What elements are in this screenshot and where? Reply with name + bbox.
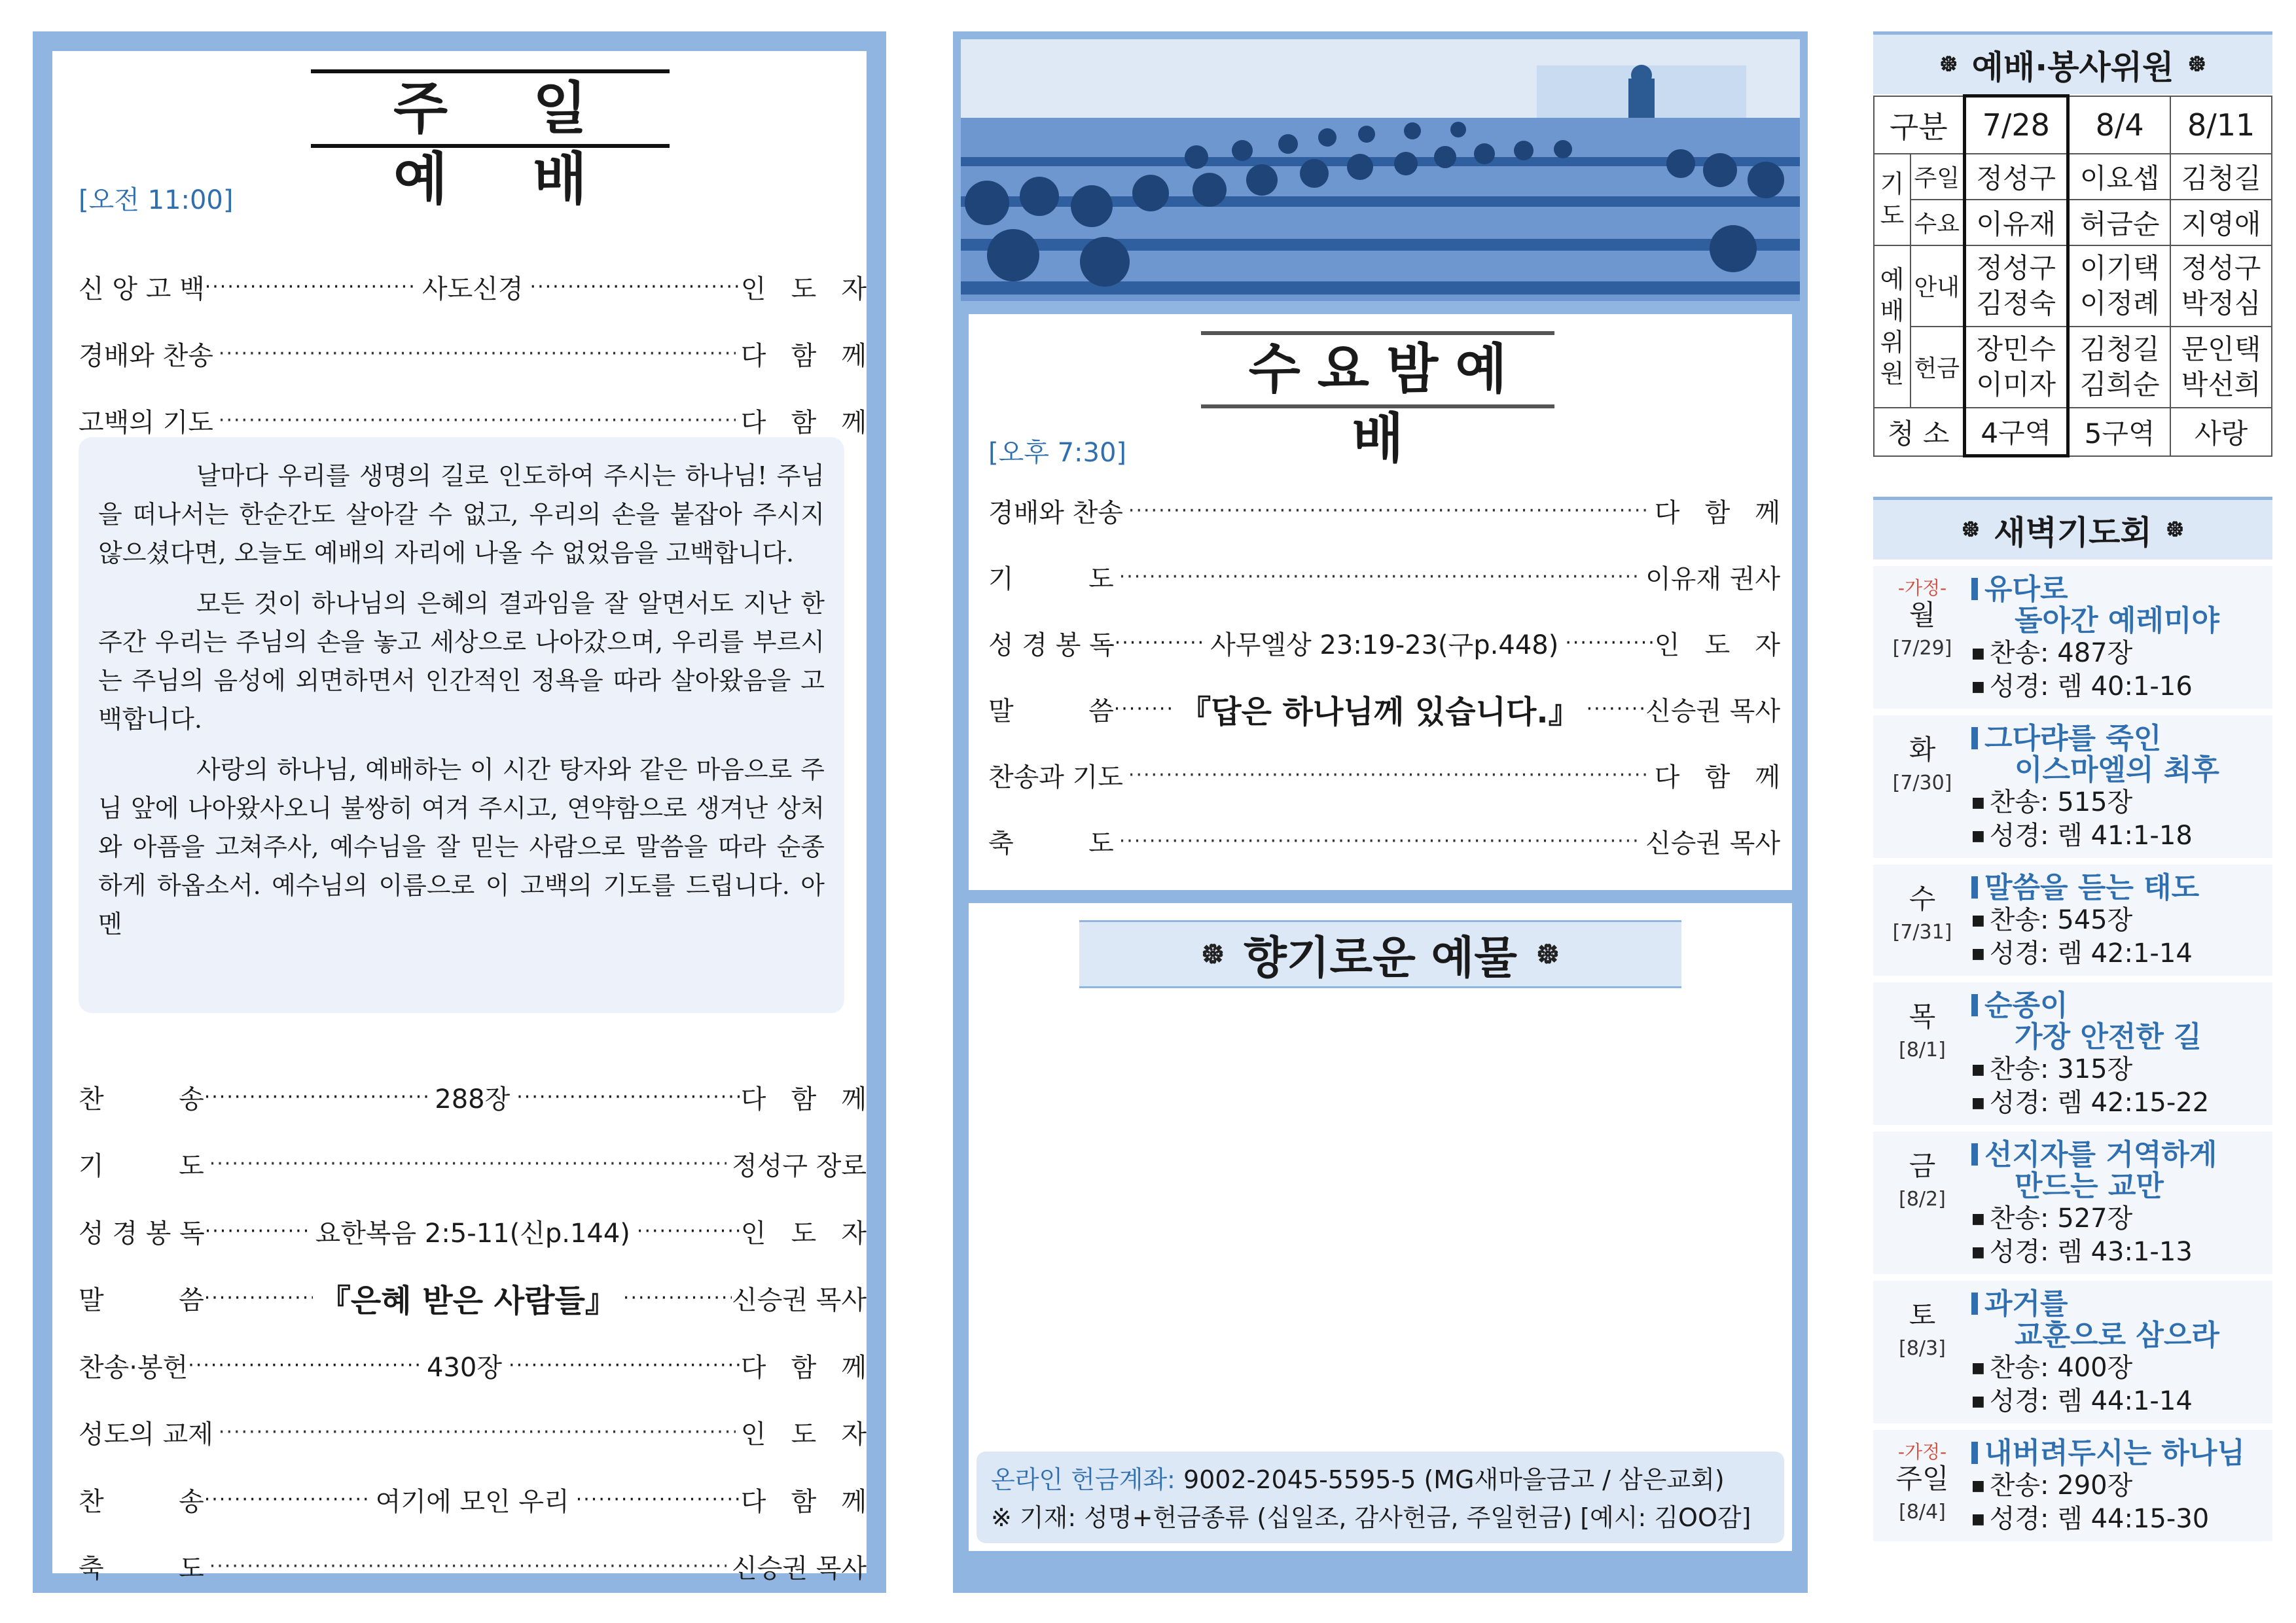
- order-leader: 다 함 께: [740, 1352, 867, 1383]
- day-topic-cont: 가장 안전한 길: [2015, 1020, 2202, 1054]
- day-bible: ■ 성경: 렘 44:1-14: [1971, 1385, 2272, 1418]
- sub-label: 안내: [1910, 245, 1964, 327]
- order-leader: 인 도 자: [1654, 630, 1780, 660]
- order-label: 기 도: [988, 563, 1114, 594]
- leader-dots: [1119, 830, 1640, 853]
- day-info: [1873, 1139, 1971, 1269]
- order-middle-wrap: [205, 1213, 741, 1250]
- day-hymn: ■ 찬송: 515장: [1971, 786, 2272, 819]
- day-name: 토: [1909, 1299, 1936, 1331]
- order-middle: 288장: [435, 1084, 511, 1115]
- leader-dots: [1119, 565, 1640, 588]
- day-topic: 유다로: [1971, 574, 2272, 605]
- staff-cell: 김청길: [2170, 154, 2272, 200]
- order-row: [79, 267, 867, 306]
- order-row: [79, 1279, 867, 1318]
- staff-cell: 정성구 김정숙: [1964, 245, 2068, 327]
- day-bible: ■ 성경: 렘 44:15-30: [1971, 1503, 2272, 1536]
- order-row: [79, 1413, 867, 1452]
- staff-cell: 사랑: [2170, 408, 2272, 456]
- prayer-paragraph: 모든 것이 하나님의 은혜의 결과임을 잘 알면서도 지난 한 주간 우리는 주님의 손을 놓고 세상으로 나아갔으며, 우리를 부르시는 주님의 음성에 외면하면서 인간적인 정욕을 따라 살아왔음을 고백합니다.: [98, 589, 825, 734]
- leader-dots: [509, 1354, 741, 1377]
- home-tag: -가정-: [1897, 1441, 1947, 1463]
- order-label: 찬송과 기도: [988, 762, 1123, 793]
- day-topic-cont: 만드는 교만: [2015, 1169, 2164, 1203]
- day-topic: 말씀을 듣는 태도: [1971, 872, 2272, 904]
- day-bible: ■ 성경: 렘 41:1-18: [1971, 819, 2272, 853]
- account-value: 9002-2045-5595-5 (MG새마을금고 / 삼은교회): [1183, 1465, 1725, 1494]
- sub-label: 청 소: [1874, 408, 1964, 456]
- day-topic-cont: 교훈으로 삼으라: [2015, 1319, 2219, 1352]
- topic-marker-icon: [1971, 994, 1978, 1016]
- dawn-day-card: [1873, 1281, 2272, 1423]
- header-cell: 8/11: [2170, 96, 2272, 154]
- day-topic: 과거를: [1971, 1289, 2272, 1320]
- staff-cell: 정성구 박정심: [2170, 245, 2272, 327]
- order-middle: 『은혜 받은 사람들』: [319, 1283, 617, 1319]
- order-row: [988, 557, 1780, 596]
- staff-row: [1874, 200, 2272, 245]
- day-content: [1971, 1438, 2272, 1536]
- order-leader: 이유재 권사: [1645, 563, 1780, 594]
- day-info: [1873, 723, 1971, 853]
- day-content: [1971, 574, 2272, 704]
- day-name: 화: [1909, 734, 1936, 766]
- ornament-right-icon: ᪥: [2166, 515, 2184, 542]
- ornament-right-icon: ᪥: [1536, 934, 1560, 970]
- order-label: 말 씀: [988, 696, 1114, 726]
- day-name: 주일: [1895, 1463, 1949, 1495]
- order-label: 축 도: [79, 1554, 204, 1584]
- order-label: 축 도: [988, 828, 1114, 859]
- order-middle-wrap: [205, 268, 741, 306]
- sunday-title: 주 일 예 배: [311, 69, 670, 148]
- leader-dots: [1565, 632, 1654, 654]
- order-label: 신 앙 고 백: [79, 274, 205, 304]
- dawn-day-card: [1873, 566, 2272, 709]
- leader-dots: [1128, 499, 1649, 522]
- order-middle: 『답은 하나님께 있습니다.』: [1179, 693, 1580, 730]
- header-cell: 구분: [1874, 96, 1964, 154]
- order-middle: 430장: [427, 1352, 503, 1383]
- leader-dots: [209, 1555, 726, 1578]
- staff-cell: 지영애: [2170, 200, 2272, 245]
- leader-dots: [1114, 698, 1174, 721]
- dawn-day-card: [1873, 1430, 2272, 1541]
- order-row: [79, 1480, 867, 1519]
- day-info: [1873, 1438, 1971, 1536]
- day-hymn: ■ 찬송: 290장: [1971, 1469, 2272, 1503]
- dawn-day-card: [1873, 715, 2272, 858]
- order-label: 성도의 교제: [79, 1419, 213, 1450]
- leader-dots: [530, 276, 741, 298]
- account-note: ※ 기재: 성명+헌금종류 (십일조, 감사헌금, 주일헌금) [예시: 김OO감]: [991, 1503, 1751, 1532]
- order-leader: 인 도 자: [740, 274, 867, 304]
- day-topic: 그다랴를 죽인: [1971, 723, 2272, 755]
- offering-title-bar: [1079, 920, 1681, 988]
- staff-row: [1874, 245, 2272, 327]
- leader-dots: [204, 1086, 429, 1109]
- order-leader: 신승권 목사: [732, 1554, 867, 1584]
- order-label: 찬 송: [79, 1084, 204, 1115]
- dawn-title: 새벽기도회: [1994, 513, 2152, 552]
- dawn-day-card: [1873, 865, 2272, 976]
- sunday-service-panel: [33, 31, 886, 1593]
- topic-marker-icon: [1971, 578, 1978, 600]
- dawn-title-bar: [1873, 497, 2272, 560]
- order-label: 경배와 찬송: [79, 340, 213, 371]
- order-label: 성 경 봉 독: [988, 630, 1115, 660]
- order-middle-wrap: [204, 1079, 741, 1116]
- order-leader: 인 도 자: [740, 1419, 867, 1450]
- sunday-time: [오전 11:00]: [79, 185, 234, 215]
- offering-title: 향기로운 예물: [1244, 932, 1517, 984]
- day-name: 월: [1909, 599, 1936, 631]
- order-middle-wrap: [204, 1275, 732, 1321]
- order-row: [988, 491, 1780, 530]
- topic-marker-icon: [1971, 727, 1978, 749]
- leader-dots: [576, 1488, 741, 1511]
- day-hymn: ■ 찬송: 400장: [1971, 1351, 2272, 1385]
- day-topic-cont: 돌아간 예레미야: [2015, 604, 2219, 637]
- order-leader: 다 함 께: [740, 407, 867, 438]
- staff-cell: 이유재: [1964, 200, 2068, 245]
- order-leader: 다 함 께: [740, 340, 867, 371]
- order-label: 경배와 찬송: [988, 497, 1123, 528]
- header-cell: 7/28: [1964, 96, 2068, 154]
- order-row: [79, 1346, 867, 1385]
- wednesday-panel: [953, 31, 1808, 1593]
- sub-label: 주일: [1910, 154, 1964, 200]
- day-info: [1873, 872, 1971, 971]
- day-hymn: ■ 찬송: 527장: [1971, 1202, 2272, 1236]
- leader-dots: [623, 1287, 732, 1310]
- home-tag: -가정-: [1897, 577, 1947, 599]
- order-leader: 정성구 장로: [732, 1151, 867, 1181]
- staff-title-bar: [1873, 31, 2272, 94]
- day-date: [8/1]: [1899, 1039, 1946, 1061]
- order-middle: 여기에 모인 우리: [375, 1486, 569, 1517]
- prayer-paragraph: 사랑의 하나님, 예배하는 이 시간 탕자와 같은 마음으로 주님 앞에 나아왔사오니 불쌍히 여겨 주시고, 연약함으로 생겨난 상처와 아픔을 고쳐주사, 예수님을 잘 믿는 사람으로 말씀을 따라 순종하게 하옵소서. 예수님의 이름으로 이 고백의 기도를 드립니다. 아멘: [98, 755, 825, 938]
- order-row: [79, 334, 867, 373]
- staff-cell: 허금순: [2068, 200, 2171, 245]
- day-topic: 선지자를 거역하게: [1971, 1139, 2272, 1171]
- staff-cell: 5구역: [2068, 408, 2171, 456]
- day-info: [1873, 574, 1971, 704]
- worship-photo: [961, 39, 1800, 301]
- day-name: 목: [1909, 1001, 1936, 1033]
- wednesday-time: [오후 7:30]: [988, 438, 1127, 468]
- account-label: 온라인 헌금계좌:: [991, 1465, 1175, 1494]
- day-topic-cont: 이스마엘의 최후: [2015, 753, 2219, 787]
- day-content: [1971, 872, 2272, 971]
- leader-dots: [219, 1421, 736, 1444]
- order-leader: 다 함 께: [1654, 762, 1780, 793]
- day-content: [1971, 723, 2272, 853]
- day-date: [7/29]: [1892, 637, 1952, 660]
- order-middle-wrap: [188, 1347, 741, 1384]
- order-label: 찬 송: [79, 1486, 204, 1517]
- order-middle-wrap: [204, 1481, 741, 1518]
- staff-cell: 4구역: [1964, 408, 2068, 456]
- order-leader: 신승권 목사: [732, 1285, 867, 1315]
- leader-dots: [1115, 632, 1204, 654]
- dawn-prayer-section: [1873, 497, 2272, 1541]
- day-hymn: ■ 찬송: 487장: [1971, 637, 2272, 670]
- order-row: [988, 689, 1780, 728]
- prayer-paragraph: 날마다 우리를 생명의 길로 인도하여 주시는 하나님! 주님을 떠나서는 한순간도 살아갈 수 없고, 우리의 손을 붙잡아 주시지 않으셨다면, 오늘도 예배의 자리에 나올 수 없었음을 고백합니다.: [98, 461, 825, 567]
- leader-dots: [205, 276, 416, 298]
- wednesday-title: 수요밤예배: [1201, 331, 1554, 408]
- sub-label: 헌금: [1910, 327, 1964, 408]
- ornament-left-icon: ᪥: [1201, 934, 1225, 970]
- topic-marker-icon: [1971, 876, 1978, 899]
- day-bible: ■ 성경: 렘 42:1-14: [1971, 937, 2272, 971]
- order-row: [79, 1077, 867, 1116]
- online-account-box: [977, 1452, 1784, 1543]
- day-date: [7/30]: [1892, 772, 1952, 794]
- order-label: 말 씀: [79, 1285, 204, 1315]
- day-date: [8/3]: [1899, 1337, 1946, 1360]
- day-info: [1873, 1289, 1971, 1418]
- dawn-day-card: [1873, 982, 2272, 1125]
- header-cell: 8/4: [2068, 96, 2171, 154]
- staff-cell: 김청길 김희순: [2068, 327, 2171, 408]
- group-label-prayer: 기 도: [1874, 154, 1910, 245]
- order-row: [988, 755, 1780, 794]
- order-leader: 인 도 자: [740, 1218, 867, 1249]
- order-leader: 신승권 목사: [1645, 696, 1780, 726]
- staff-header-row: [1874, 96, 2272, 154]
- leader-dots: [188, 1354, 420, 1377]
- account-line: [991, 1461, 1770, 1499]
- day-name: 수: [1909, 883, 1936, 915]
- topic-marker-icon: [1971, 1293, 1978, 1315]
- order-row: [988, 623, 1780, 662]
- leader-dots: [205, 1220, 309, 1243]
- order-leader: 신승권 목사: [1645, 828, 1780, 859]
- day-topic: 내버려두시는 하나님: [1971, 1438, 2272, 1469]
- dawn-day-card: [1873, 1132, 2272, 1274]
- leader-dots: [637, 1220, 741, 1243]
- ornament-right-icon: ᪥: [2188, 50, 2206, 77]
- order-row: [79, 401, 867, 440]
- day-date: [8/4]: [1899, 1501, 1946, 1524]
- order-middle: 사무엘상 23:19-23(구p.448): [1210, 630, 1559, 660]
- leader-dots: [219, 342, 736, 365]
- order-middle: 요한복음 2:5-11(신p.144): [315, 1218, 630, 1249]
- order-middle-wrap: [1114, 687, 1645, 732]
- leader-dots: [219, 409, 736, 432]
- staff-row: [1874, 408, 2272, 456]
- congregation-photo-image: [961, 39, 1800, 301]
- ornament-left-icon: ᪥: [1939, 50, 1958, 77]
- right-panel: [1873, 31, 2272, 1593]
- leader-dots: [209, 1152, 726, 1175]
- order-leader: 다 함 께: [740, 1084, 867, 1115]
- order-label: 고백의 기도: [79, 407, 213, 438]
- confession-prayer-box: [79, 437, 844, 1013]
- day-bible: ■ 성경: 렘 42:15-22: [1971, 1086, 2272, 1120]
- order-row: [988, 821, 1780, 861]
- staff-row: [1874, 154, 2272, 200]
- staff-cell: 문인택 박선희: [2170, 327, 2272, 408]
- group-label-worship: 예 배 위 원: [1874, 245, 1910, 408]
- order-label: 성 경 봉 독: [79, 1218, 205, 1249]
- leader-dots: [204, 1488, 369, 1511]
- order-leader: 다 함 께: [740, 1486, 867, 1517]
- day-content: [1971, 1289, 2272, 1418]
- leader-dots: [1128, 764, 1649, 787]
- day-topic: 순종이: [1971, 990, 2272, 1022]
- day-content: [1971, 990, 2272, 1120]
- topic-marker-icon: [1971, 1143, 1978, 1166]
- day-bible: ■ 성경: 렘 40:1-16: [1971, 670, 2272, 704]
- sunday-service-inner: [52, 51, 867, 1584]
- day-content: [1971, 1139, 2272, 1269]
- staff-cell: 장민수 이미자: [1964, 327, 2068, 408]
- order-row: [79, 1547, 867, 1586]
- staff-row: [1874, 327, 2272, 408]
- order-row: [79, 1145, 867, 1184]
- day-info: [1873, 990, 1971, 1120]
- ornament-left-icon: ᪥: [1962, 515, 1980, 542]
- day-hymn: ■ 찬송: 315장: [1971, 1053, 2272, 1086]
- wednesday-service: [969, 314, 1792, 890]
- staff-title: 예배·봉사위원: [1971, 48, 2174, 86]
- day-bible: ■ 성경: 렘 43:1-13: [1971, 1236, 2272, 1269]
- day-name: 금: [1909, 1150, 1936, 1182]
- order-middle: 사도신경: [422, 274, 524, 304]
- leader-dots: [204, 1287, 313, 1310]
- staff-cell: 이기택 이정례: [2068, 245, 2171, 327]
- order-label: 찬송·봉헌: [79, 1352, 188, 1383]
- topic-marker-icon: [1971, 1442, 1978, 1464]
- order-row: [79, 1211, 867, 1251]
- leader-dots: [516, 1086, 741, 1109]
- day-hymn: ■ 찬송: 545장: [1971, 904, 2272, 937]
- offering-section: [969, 903, 1792, 1551]
- day-date: [8/2]: [1899, 1188, 1946, 1211]
- day-date: [7/31]: [1892, 921, 1952, 944]
- order-label: 기 도: [79, 1151, 204, 1181]
- staff-cell: 이요셉: [2068, 154, 2171, 200]
- sub-label: 수요: [1910, 200, 1964, 245]
- order-middle-wrap: [1115, 624, 1655, 662]
- staff-table: [1873, 94, 2272, 457]
- order-leader: 다 함 께: [1654, 497, 1780, 528]
- leader-dots: [1587, 698, 1646, 721]
- staff-cell: 정성구: [1964, 154, 2068, 200]
